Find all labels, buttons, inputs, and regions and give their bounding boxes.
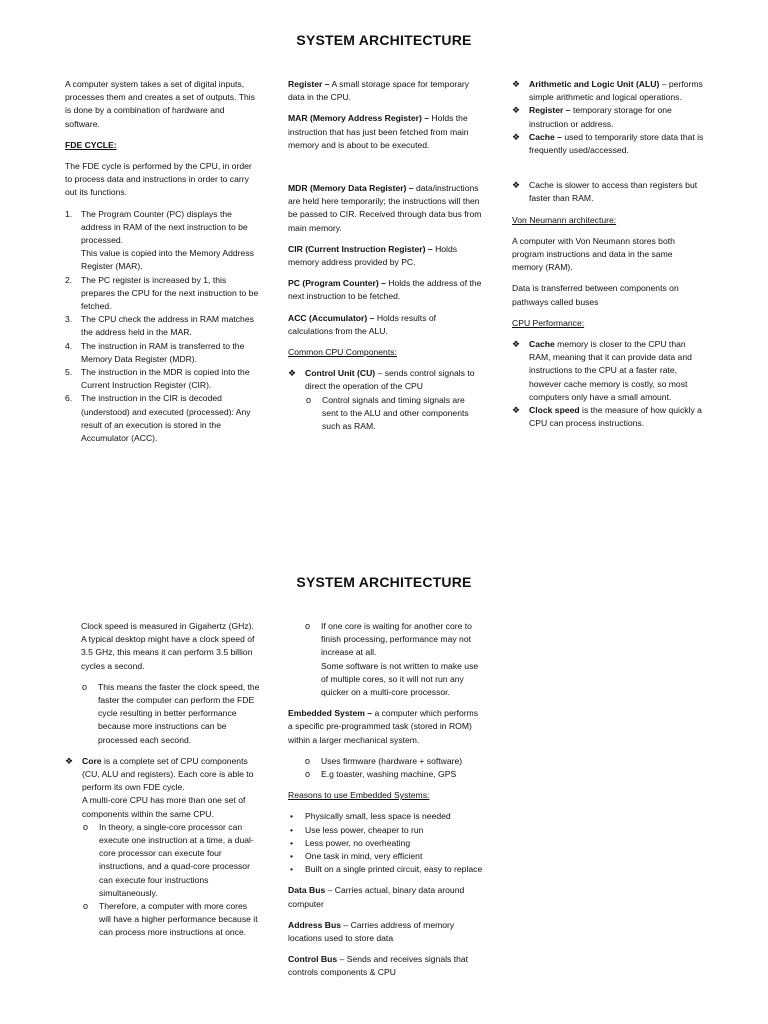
fde-steps-list — [65, 208, 260, 446]
circle-bullet-icon: o — [306, 394, 312, 405]
diamond-bullet-icon: ❖ — [512, 405, 521, 416]
fde-step-text: The PC register is increased by 1, this prepares the CPU for the next instruction to be fetched. — [81, 274, 259, 312]
clock-intro: Clock speed is measured in Gigahertz (GHz). A typical desktop might have a clock speed of 3.5 GHz, this means it can perform 3.5 billion cycles a second. — [81, 621, 255, 671]
fde-step — [65, 392, 260, 445]
fde-step-text: The instruction in the MDR is copied into the Current Instruction Register (CIR). — [81, 367, 250, 391]
register-definition: Register – A small storage space for temporary data in the CPU. — [288, 79, 470, 103]
embedded-subitems — [304, 755, 483, 781]
alu-item: ❖ Arithmetic and Logic Unit (ALU) – performs simple arithmetic and logical operations. — [512, 79, 703, 103]
fde-intro: The FDE cycle is performed by the CPU, in order to process data and instructions in order to carry out its functions. — [65, 161, 252, 198]
fde-step-text: The instruction in the CIR is decoded (understood) and executed (processed): Any result of an execution is stored in the Accumulator (ACC). — [81, 393, 251, 444]
reason-item: • One task in mind, very efficient — [288, 850, 483, 863]
cpu-performance-heading: CPU Performance: — [512, 317, 585, 328]
page2-column-1 — [65, 620, 260, 940]
page-title: SYSTEM ARCHITECTURE — [296, 32, 472, 48]
fde-step — [65, 313, 260, 339]
reason-item: • Use less power, cheaper to run — [288, 824, 483, 837]
pc-definition: PC (Program Counter) – Holds the address of the next instruction to be fetched. — [288, 278, 482, 302]
cache-performance-item: ❖ Cache memory is closer to the CPU than RAM, meaning that it can provide data and instructions to the CPU at a faster rate, however cache memory is costly, so most computers only have a small amount. — [512, 339, 692, 402]
data-bus-definition: Data Bus – Carries actual, binary data around computer — [288, 885, 465, 909]
diamond-bullet-icon: ❖ — [512, 180, 521, 191]
bullet-icon: • — [290, 851, 294, 862]
cache-item: ❖ Cache – used to temporarily store data that is frequently used/accessed. — [512, 131, 704, 156]
circle-bullet-icon: o — [305, 769, 311, 780]
reasons-list — [288, 810, 483, 876]
fde-step-extra: This value is copied into the Memory Address Register (MAR). — [81, 248, 254, 272]
fde-step-number: 6. — [65, 393, 73, 404]
cache-speed-item: ❖ Cache is slower to access than registers but faster than RAM. — [512, 180, 698, 204]
diamond-bullet-icon: ❖ — [512, 131, 521, 142]
clock-subitem: o This means the faster the clock speed, the faster the computer can perform the FDE cycle resulting in better performance because more instructions can be processed each second. — [82, 681, 260, 745]
fde-step-number: 3. — [65, 314, 73, 325]
fde-step-number: 4. — [65, 340, 73, 351]
von-neumann-text: A computer with Von Neumann stores both program instructions and data in the same memory (RAM). — [512, 235, 675, 273]
von-neumann-text-2: Data is transferred between components on pathways called buses — [512, 283, 679, 307]
fde-step-text: The instruction in RAM is transferred to the Memory Data Register (MDR). — [81, 340, 245, 364]
control-unit-subitem: o Control signals and timing signals are sent to the ALU and other components such as RAM. — [306, 394, 469, 432]
reason-item: • Built on a single printed circuit, easy to replace — [288, 863, 483, 876]
fde-step-number: 5. — [65, 367, 73, 378]
core-subitem-1: o In theory, a single-core processor can execute one instruction at a time, a dual-core processor can execute four instructions, and a quad-core processor can execute four instructions simultaneously. — [83, 821, 254, 898]
address-bus-definition: Address Bus – Carries address of memory locations used to store data — [288, 919, 455, 944]
fde-step — [65, 208, 260, 274]
circle-bullet-icon: o — [83, 901, 89, 912]
cir-definition: CIR (Current Instruction Register) – Holds memory address provided by PC. — [288, 243, 458, 268]
diamond-bullet-icon: ❖ — [512, 79, 521, 89]
bullet-icon: • — [290, 824, 294, 835]
page1-column-1 — [65, 78, 260, 445]
diamond-bullet-icon: ❖ — [512, 105, 521, 116]
acc-definition: ACC (Accumulator) – Holds results of calculations from the ALU. — [288, 312, 437, 336]
diamond-bullet-icon: ❖ — [65, 755, 74, 766]
control-unit-item: ❖ Control Unit (CU) – sends control signals to direct the operation of the CPU — [288, 368, 475, 392]
bullet-icon: • — [290, 811, 294, 822]
circle-bullet-icon: o — [83, 821, 89, 832]
components-heading: Common CPU Components: — [288, 347, 397, 358]
reason-item: • Physically small, less space is needed — [288, 810, 483, 823]
control-bus-definition: Control Bus – Sends and receives signals that controls components & CPU — [288, 954, 469, 978]
reasons-heading: Reasons to use Embedded Systems: — [288, 790, 430, 801]
fde-step-number: 2. — [65, 274, 73, 285]
fde-step-number: 1. — [65, 208, 73, 219]
fde-step-text: The Program Counter (PC) displays the address in RAM of the next instruction to be processed. — [81, 208, 248, 246]
page2-column-2 — [288, 620, 483, 988]
page1-column-2 — [288, 78, 483, 433]
intro-paragraph: A computer system takes a set of digital inputs, processes them and creates a set of outputs. This is done by a combination of hardware and software. — [65, 79, 255, 129]
multicore-wait-subitem: o If one core is waiting for another core to finish processing, performance may not increase at all. Some software is not written to make use of multiple cores, so it will not run any quicker on a multi-core processor. — [305, 621, 479, 698]
page-title-2: SYSTEM ARCHITECTURE — [296, 574, 472, 590]
core-subitem-2: o Therefore, a computer with more cores will have a higher performance because it can process more instructions at once. — [83, 901, 258, 938]
core-item: ❖ Core is a complete set of CPU components (CU, ALU and registers). Each core is able to perform its own FDE cycle. A multi-core CPU has more than one set of components within the same CPU. — [65, 755, 254, 819]
diamond-bullet-icon: ❖ — [288, 368, 297, 379]
mdr-definition: MDR (Memory Data Register) – data/instructions are held here temporarily; the instructions will then be passed to CIR. Received through data bus from main memory. — [288, 183, 482, 233]
circle-bullet-icon: o — [82, 681, 88, 692]
page1-column-3 — [512, 78, 704, 430]
embedded-subitem: o E.g toaster, washing machine, GPS — [304, 768, 483, 781]
embedded-system-definition: Embedded System – a computer which performs a specific pre-programmed task (stored in ROM) within a larger mechanical system. — [288, 708, 479, 745]
reason-item: • Less power, no overheating — [288, 837, 483, 850]
von-neumann-heading: Von Neumann architecture: — [512, 214, 617, 225]
embedded-subitem: o Uses firmware (hardware + software) — [304, 755, 483, 768]
diamond-bullet-icon: ❖ — [512, 339, 521, 350]
fde-step — [65, 274, 260, 314]
clock-speed-item: ❖ Clock speed is the measure of how quickly a CPU can process instructions. — [512, 405, 702, 429]
fde-step — [65, 340, 260, 366]
fde-step-text: The CPU check the address in RAM matches the address held in the MAR. — [81, 314, 254, 338]
bullet-icon: • — [290, 837, 294, 848]
fde-step — [65, 366, 260, 392]
mar-definition: MAR (Memory Address Register) – Holds the instruction that has just been fetched from main memory and is about to be executed. — [288, 113, 469, 150]
fde-heading: FDE CYCLE: — [65, 139, 117, 150]
circle-bullet-icon: o — [305, 621, 311, 631]
bullet-icon: • — [290, 864, 294, 875]
circle-bullet-icon: o — [305, 755, 311, 766]
register-item: ❖ Register – temporary storage for one instruction or address. — [512, 105, 672, 129]
